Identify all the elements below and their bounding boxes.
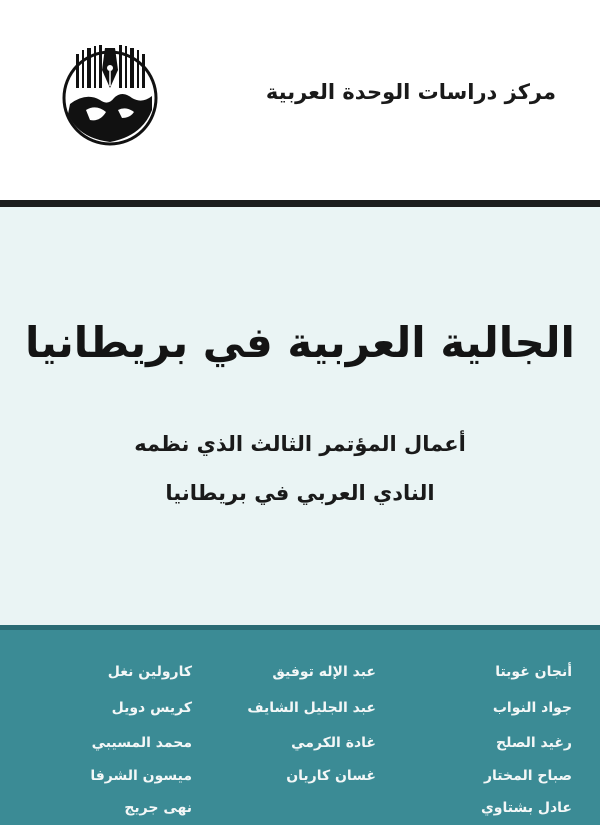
author-name: كريس دويل [111, 700, 192, 716]
author-name: جواد النواب [492, 700, 572, 716]
author-name: ميسون الشرفا [90, 768, 192, 784]
author-name: كارولين نغل [107, 664, 192, 680]
authors-panel [0, 625, 600, 825]
authors-panel-edge [0, 625, 600, 630]
author-name: غادة الكرمي [291, 735, 376, 751]
author-name: غسان كاريان [286, 768, 376, 784]
author-name: رغيد الصلح [496, 735, 572, 751]
publisher-name: مركز دراسات الوحدة العربية [265, 80, 556, 104]
author-name: صباح المختار [483, 768, 572, 784]
book-subtitle-line1: أعمال المؤتمر الثالث الذي نظمه [134, 432, 466, 456]
book-subtitle-line2: النادي العربي في بريطانيا [165, 481, 435, 505]
author-name: أنجان غوبتا [495, 664, 572, 680]
author-name: عادل بشتاوي [480, 800, 572, 816]
author-name: عبد الجليل الشايف [247, 700, 376, 716]
cover-top-band [0, 0, 600, 200]
divider-rule [0, 200, 600, 207]
author-name: نهى جريج [124, 800, 192, 816]
publisher-logo-icon [56, 40, 164, 148]
author-name: عبد الإله توفيق [272, 664, 376, 680]
author-name: محمد المسيبي [91, 735, 192, 751]
book-title: الجالية العربية في بريطانيا [25, 318, 575, 367]
